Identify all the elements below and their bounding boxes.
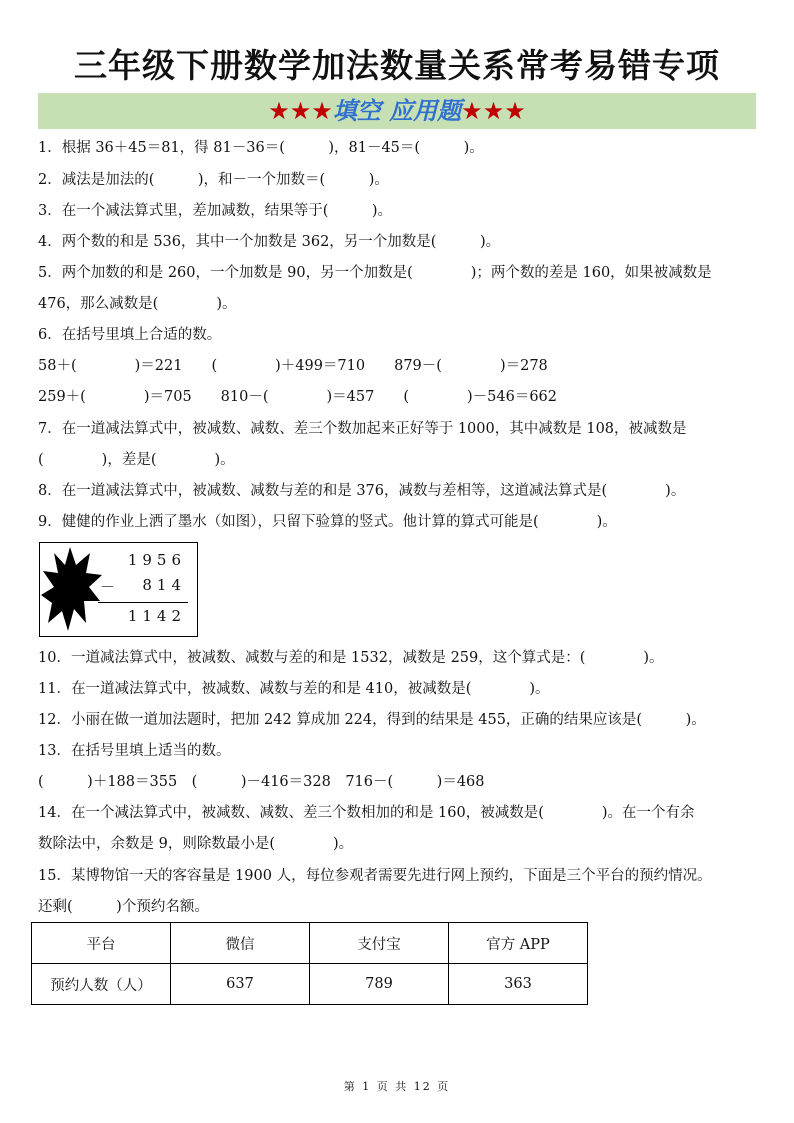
question-line: 5．两个加数的和是 260，一个加数是 90，另一个加数是( )；两个数的差是 160，如果被减数是	[38, 265, 712, 281]
section-label: 填空 应用题	[332, 97, 462, 125]
table-header-row	[32, 923, 588, 964]
question-line: 11．在一道减法算式中，被减数、减数与差的和是 410，被减数是( )。	[38, 681, 550, 697]
table-cell: 363	[449, 964, 588, 1005]
question-line: 8．在一道减法算式中，被减数、减数与差的和是 376，减数与差相等，这道减法算式是( )。	[38, 483, 686, 499]
booking-table	[31, 922, 588, 1005]
star-icon: ★★★	[268, 97, 333, 125]
table-row	[32, 964, 588, 1005]
question-line: 还剩( )个预约名额。	[38, 899, 209, 915]
question-line: 2．减法是加法的( )，和－一个加数＝( )。	[38, 172, 389, 188]
question-line: 15．某博物馆一天的客容量是 1900 人，每位参观者需要先进行网上预约，下面是三个平台的预约情况。	[38, 868, 712, 884]
table-header-cell: 官方 APP	[449, 923, 588, 964]
question-line: ( )，差是( )。	[38, 452, 235, 468]
question-line: 3．在一个减法算式里，差加减数，结果等于( )。	[38, 203, 393, 219]
minus-sign: －	[100, 578, 116, 596]
question-line: 14．在一个减法算式中，被减数、减数、差三个数相加的和是 160，被减数是( )。在一个有余	[38, 805, 695, 821]
table-header-cell: 微信	[171, 923, 310, 964]
question-line: 12．小丽在做一道加法题时，把加 242 算成加 224，得到的结果是 455，正确的结果应该是( )。	[38, 712, 706, 728]
vertical-row-3: 1142	[127, 607, 186, 625]
table-cell: 789	[310, 964, 449, 1005]
page-footer: 第 1 页 共 12 页	[343, 1080, 451, 1093]
vertical-divider	[98, 602, 188, 603]
question-line: 6．在括号里填上合适的数。	[38, 327, 222, 343]
table-cell: 预约人数（人）	[32, 964, 171, 1005]
question-line: 476，那么减数是( )。	[38, 296, 237, 312]
section-banner	[38, 93, 756, 129]
table-cell: 637	[171, 964, 310, 1005]
vertical-row-2: 814	[142, 576, 186, 594]
star-icon: ★★★	[461, 97, 526, 125]
page-title: 三年级下册数学加法数量关系常考易错专项	[74, 46, 720, 85]
question-line: 259＋( )＝705 810－( )＝457 ( )－546＝662	[38, 389, 557, 405]
question-line: ( )＋188＝355 ( )－416＝328 716－( )＝468	[38, 774, 485, 790]
question-line: 4．两个数的和是 536，其中一个加数是 362，另一个加数是( )。	[38, 234, 501, 250]
question-line: 1．根据 36＋45＝81，得 81－36＝( )，81－45＝( )。	[38, 140, 484, 156]
question-line: 数除法中，余数是 9，则除数最小是( )。	[38, 836, 354, 852]
question-line: 9．健健的作业上洒了墨水（如图），只留下验算的竖式。他计算的算式可能是( )。	[38, 514, 617, 530]
vertical-row-1: 1956	[127, 551, 186, 569]
ink-figure	[39, 542, 198, 637]
ink-splat-icon	[40, 543, 104, 636]
table-header-cell: 支付宝	[310, 923, 449, 964]
question-line: 13．在括号里填上适当的数。	[38, 743, 231, 759]
question-line: 10．一道减法算式中，被减数、减数与差的和是 1532，减数是 259，这个算式是：( )。	[38, 650, 664, 666]
table-header-cell: 平台	[32, 923, 171, 964]
question-line: 7．在一道减法算式中，被减数、减数、差三个数加起来正好等于 1000，其中减数是 108，被减数是	[38, 421, 687, 437]
question-line: 58＋( )＝221 ( )＋499＝710 879－( )＝278	[38, 358, 548, 374]
